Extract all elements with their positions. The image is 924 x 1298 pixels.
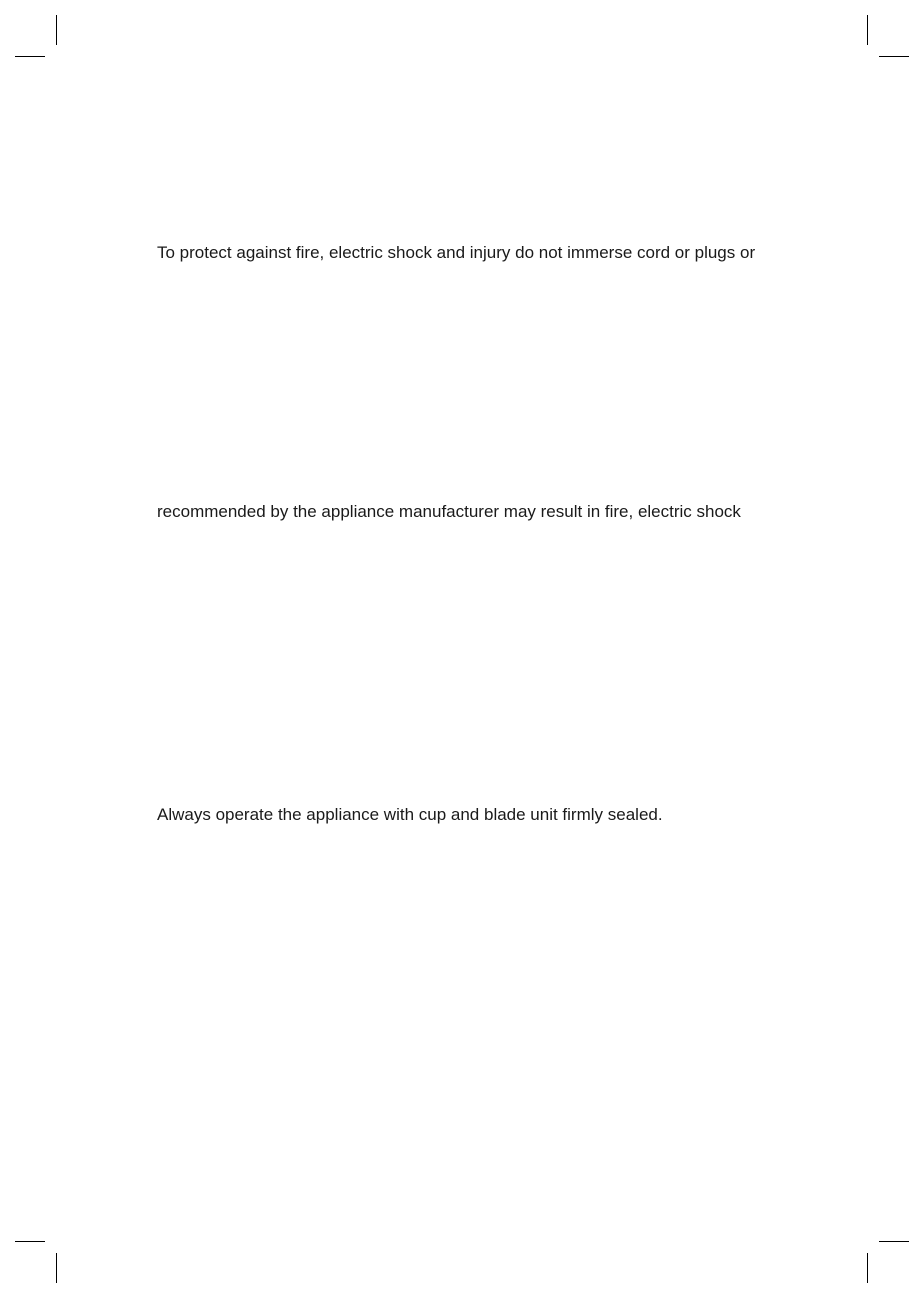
crop-mark-bottom-left-vertical: [56, 1253, 57, 1283]
crop-mark-bottom-left-horizontal: [15, 1241, 45, 1242]
warning-text-line-3: Always operate the appliance with cup and blade unit firmly sealed.: [157, 805, 663, 824]
crop-mark-top-right-horizontal: [879, 56, 909, 57]
warning-text-line-1: To protect against fire, electric shock and injury do not immerse cord or plugs or: [157, 243, 756, 262]
crop-mark-top-right-vertical: [867, 15, 868, 45]
crop-mark-top-left-horizontal: [15, 56, 45, 57]
crop-mark-bottom-right-vertical: [867, 1253, 868, 1283]
crop-mark-top-left-vertical: [56, 15, 57, 45]
crop-mark-bottom-right-horizontal: [879, 1241, 909, 1242]
warning-text-line-2: recommended by the appliance manufacturer may result in fire, electric shock: [157, 502, 741, 521]
